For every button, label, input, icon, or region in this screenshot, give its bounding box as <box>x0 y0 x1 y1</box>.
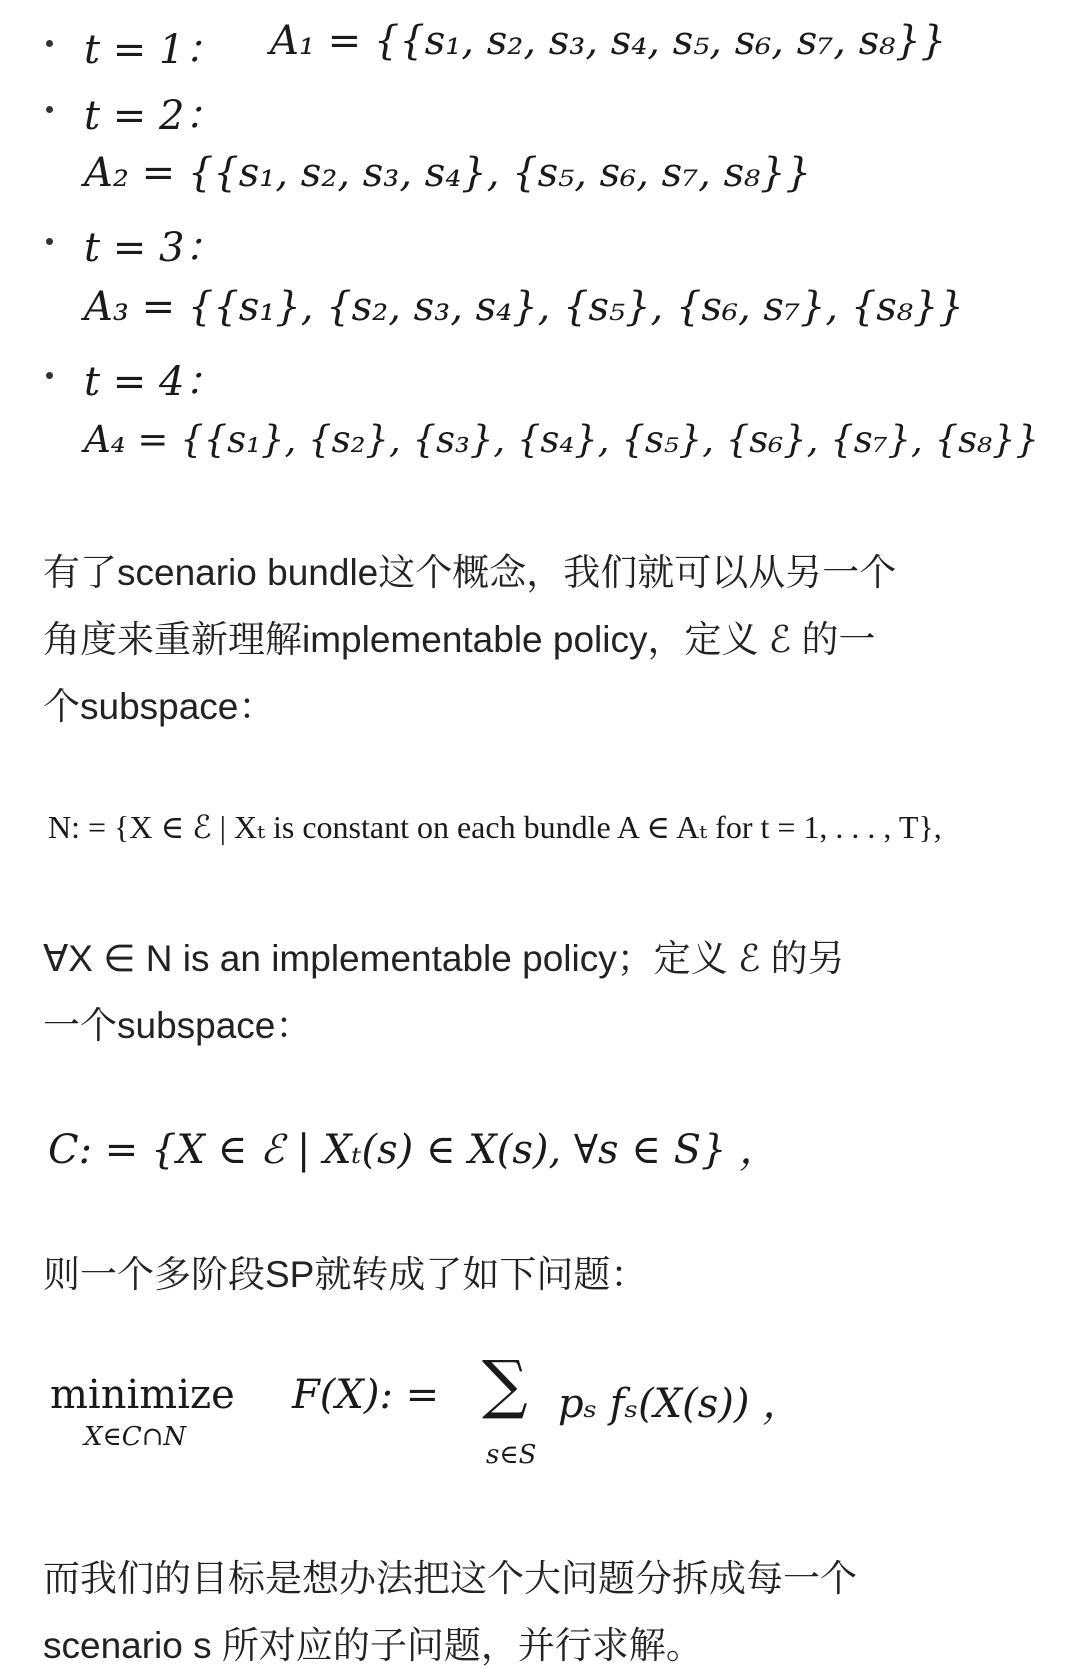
bullet-t1-formula: A₁ = {{s₁, s₂, s₃, s₄, s₅, s₆, s₇, s₈}} <box>270 18 947 64</box>
minimize-operator: minimize <box>50 1372 235 1418</box>
bullet-dot <box>46 372 53 379</box>
bullet-t4-formula: A₄ = {{s₁}, {s₂}, {s₃}, {s₄}, {s₅}, {s₆}, {s₇}, {s₈}} <box>84 418 1040 461</box>
paragraph-line: 一个subspace： <box>43 1005 313 1046</box>
minimize-subscript: X∈C∩N <box>84 1422 187 1452</box>
bullet-dot <box>46 106 53 113</box>
bullet-t2-formula: A₂ = {{s₁, s₂, s₃, s₄}, {s₅, s₆, s₇, s₈}} <box>84 150 812 196</box>
bullet-dot <box>46 40 53 47</box>
formula-C: C: = {X ∈ ℰ | Xₜ(s) ∈ X(s), ∀s ∈ S} ， <box>48 1127 780 1173</box>
paragraph-line: 角度来重新理解implementable policy，定义 ℰ 的一 <box>43 619 876 660</box>
paragraph-line: ∀X ∈ N is an implementable policy；定义 ℰ 的另 <box>43 938 845 979</box>
paragraph-line: 有了scenario bundle这个概念，我们就可以从另一个 <box>43 552 897 593</box>
bullet-t2-label: t = 2： <box>84 93 225 139</box>
sum-symbol: ∑ <box>482 1348 528 1422</box>
paragraph-line: scenario s 所对应的子问题，并行求解。 <box>43 1625 703 1666</box>
bullet-t3-label: t = 3： <box>84 225 225 271</box>
paragraph-line: 则一个多阶段SP就转成了如下问题： <box>43 1254 648 1295</box>
formula-N: N: = {X ∈ ℰ | Xₜ is constant on each bundle A ∈ Aₜ for t = 1, . . . , T}, <box>48 809 942 845</box>
objective-rhs: pₛ fₛ(X(s)) ， <box>558 1381 803 1427</box>
paragraph-line: 而我们的目标是想办法把这个大问题分拆成每一个 <box>43 1558 857 1599</box>
bullet-t4-label: t = 4： <box>84 359 225 405</box>
bullet-t1-label: t = 1： <box>84 27 225 73</box>
bullet-t3-formula: A₃ = {{s₁}, {s₂, s₃, s₄}, {s₅}, {s₆, s₇}, {s₈}} <box>84 284 964 330</box>
bullet-dot <box>46 238 53 245</box>
paragraph-line: 个subspace： <box>43 686 276 727</box>
objective-lhs: F(X): = <box>292 1372 440 1418</box>
sum-subscript: s∈S <box>486 1440 537 1470</box>
